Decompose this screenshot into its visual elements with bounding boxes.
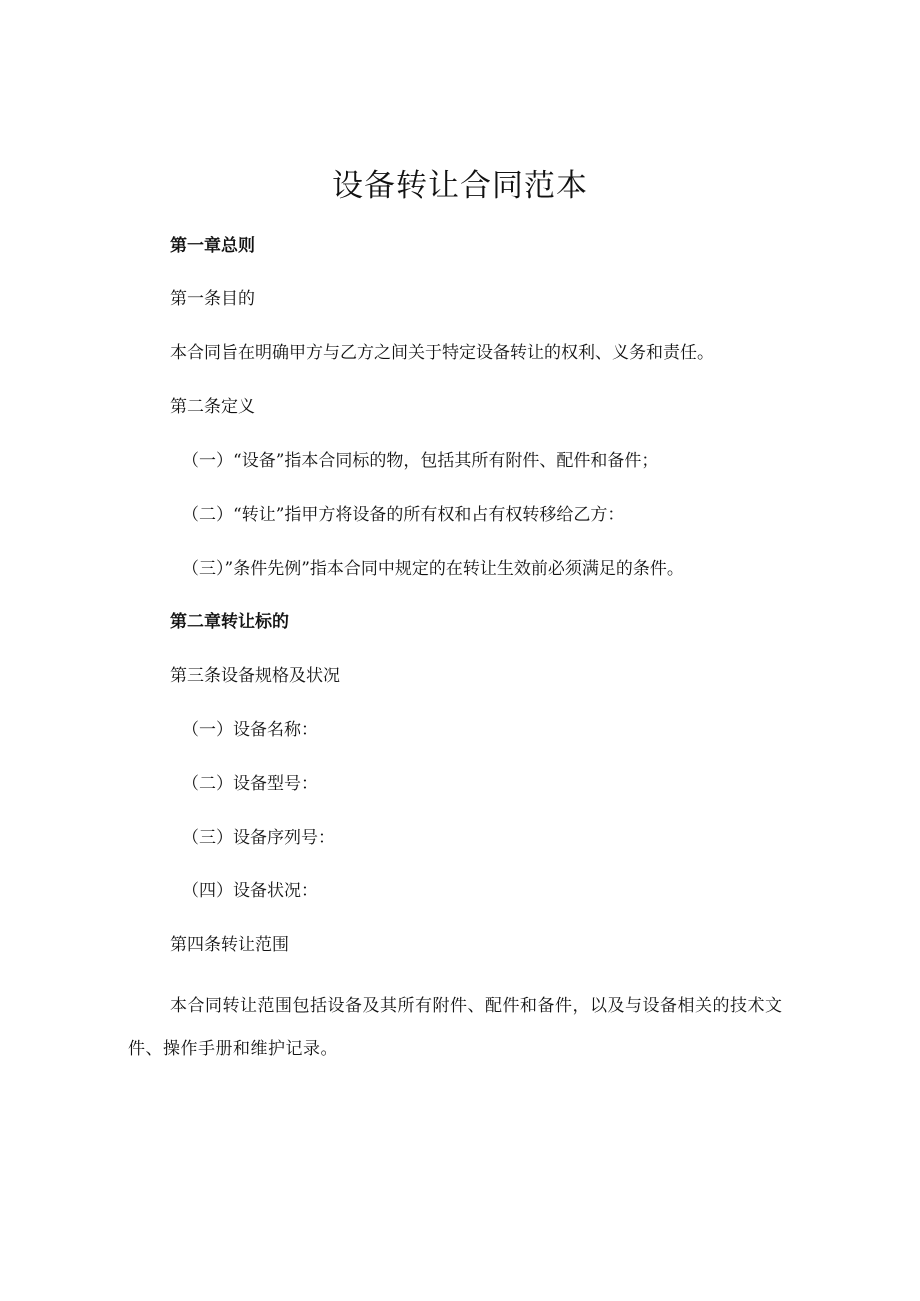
article-1-text: 本合同旨在明确甲方与乙方之间关于特定设备转让的权利、义务和责任。: [170, 343, 714, 363]
article-1-heading: 第一条目的: [170, 289, 255, 309]
chapter-2-heading: 第二章转让标的: [170, 612, 289, 632]
spec-item: （四）设备状况：: [182, 881, 318, 901]
definition-item: （三）”条件先例”指本合同中规定的在转让生效前必须满足的条件。: [182, 559, 684, 579]
spec-item: （一）设备名称：: [182, 720, 318, 740]
definition-item: （一）“设备”指本合同标的物，包括其所有附件、配件和备件；: [182, 451, 659, 471]
definition-item: （二）“转让”指甲方将设备的所有权和占有权转移给乙方：: [182, 505, 625, 525]
spec-item: （二）设备型号：: [182, 774, 318, 794]
article-4-heading: 第四条转让范围: [170, 935, 289, 955]
document-title: 设备转让合同范本: [332, 168, 588, 204]
article-2-heading: 第二条定义: [170, 397, 255, 417]
chapter-1-heading: 第一章总则: [170, 236, 255, 256]
article-4-text: 本合同转让范围包括设备及其所有附件、配件和备件，以及与设备相关的技术文件、操作手册和维护记录。: [128, 996, 783, 1059]
article-3-heading: 第三条设备规格及状况: [170, 666, 340, 686]
spec-item: （三）设备序列号：: [182, 828, 335, 848]
